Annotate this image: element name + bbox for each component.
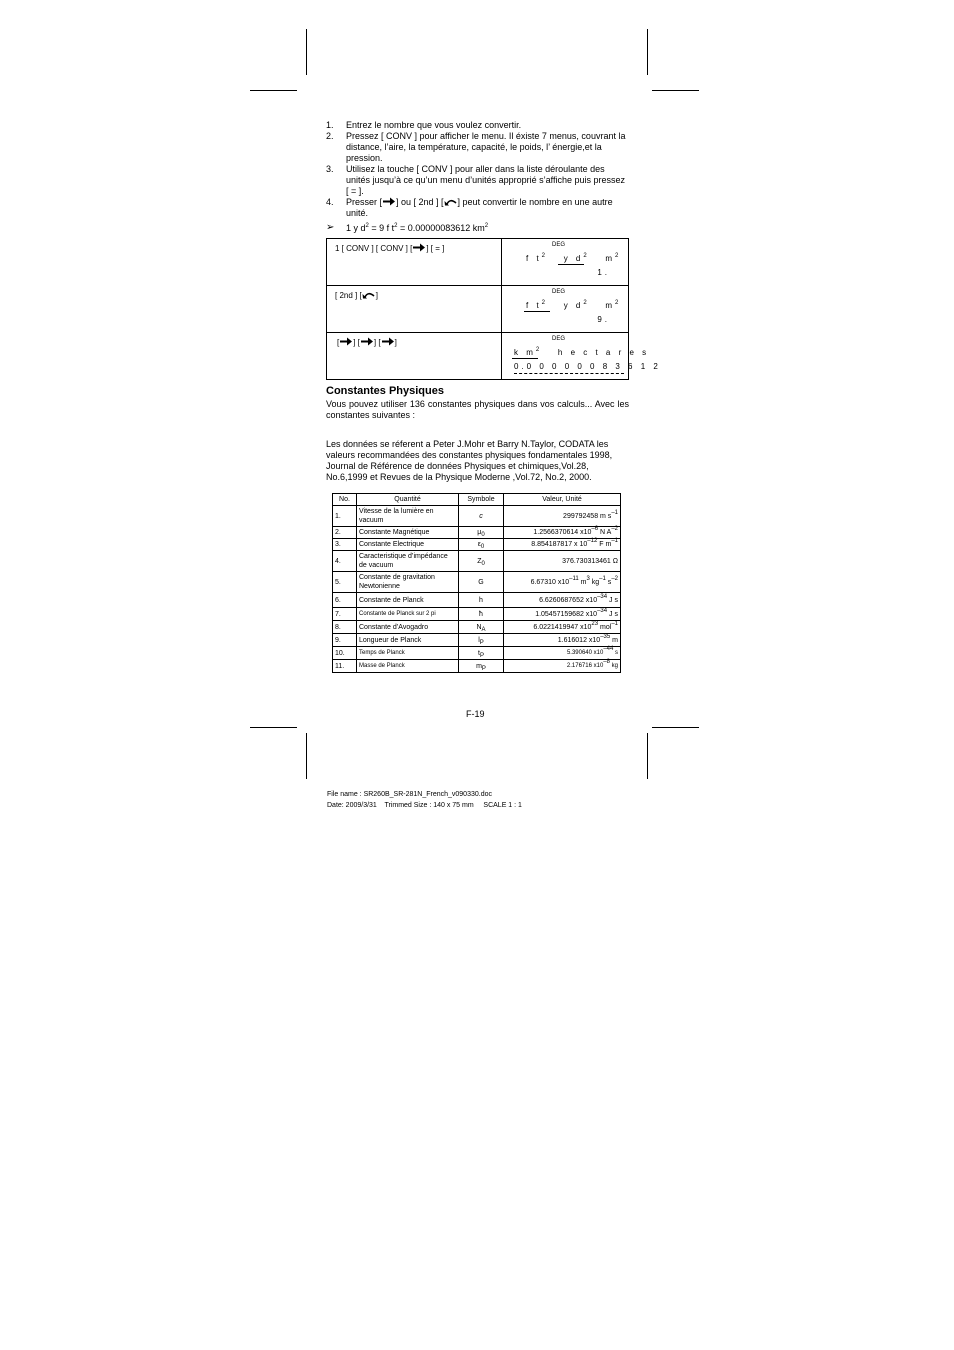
page-number: F-19: [466, 709, 485, 719]
exponent: 2: [583, 253, 590, 259]
cell-text: F m: [597, 541, 612, 548]
column-header: Valeur, Unité: [504, 494, 621, 506]
exponent: –11: [569, 575, 579, 582]
exponent: –6: [591, 526, 599, 532]
exponent: –34: [597, 593, 608, 600]
cell-text: 5.390640 x10: [566, 649, 604, 656]
row-number: [333, 539, 357, 551]
crop-mark: [250, 727, 297, 728]
quantity-cell: [357, 593, 459, 608]
right-arrow-icon: [381, 337, 395, 346]
row-number: [333, 551, 357, 572]
crop-mark: [647, 733, 648, 779]
row-number: [333, 634, 357, 647]
step-item: [326, 197, 629, 219]
right-arrow-icon: [382, 197, 396, 206]
subscript: A: [481, 626, 486, 633]
quantity-cell: [357, 608, 459, 621]
section-title: Constantes Physiques: [326, 385, 444, 397]
symbol-cell: [459, 621, 504, 634]
selection-underline: [524, 311, 550, 312]
subscript: 0: [480, 544, 485, 550]
table-row: [333, 634, 621, 647]
symbol-cell: [459, 593, 504, 608]
exponent: –2: [611, 575, 618, 582]
cell-text: 1.: [335, 512, 341, 520]
subscript: P: [481, 665, 486, 672]
table-row: [333, 608, 621, 621]
cell-text: 7.: [335, 610, 341, 618]
cell-text: μ: [477, 529, 482, 536]
key-text: 1 [ CONV ] [ CONV ] [: [335, 244, 413, 253]
exponent: –1: [611, 620, 618, 627]
crop-mark: [306, 29, 307, 75]
cell-text: s: [613, 649, 618, 656]
cell-text: m: [610, 636, 618, 644]
curved-back-arrow-icon: [444, 197, 458, 206]
unit-label-selected: y d: [563, 254, 584, 263]
key-text: [ 2nd ] [: [335, 291, 362, 300]
lcd-display: [502, 286, 629, 333]
symbol-cell: [459, 608, 504, 621]
column-header: Symbole: [459, 494, 504, 506]
right-arrow-icon: [360, 337, 374, 346]
exponent: –44: [603, 645, 614, 652]
cell-text: N: [476, 623, 482, 631]
table-row: [333, 621, 621, 634]
cell-text: h: [479, 596, 483, 604]
cell-text: 9.: [335, 636, 341, 644]
exponent: 2: [394, 223, 398, 229]
table-row: [327, 239, 629, 286]
curved-back-arrow-icon: [362, 290, 376, 299]
cell-text: s: [605, 578, 612, 586]
unit-menu: [514, 347, 649, 358]
quantity-cell: [357, 539, 459, 551]
quantity-cell: [357, 572, 459, 593]
cell-text: 6.67310 x10: [530, 578, 570, 586]
exponent: –2: [611, 526, 618, 532]
step-item: [326, 120, 629, 131]
subscript: 0: [481, 532, 485, 538]
right-arrow-icon: [412, 243, 426, 252]
cell-text: t: [478, 649, 480, 657]
cell-text: Constante de gravitation Newtonienne: [359, 574, 435, 590]
cell-text: J s: [607, 610, 618, 618]
step-text: Utilisez la touche [ CONV ] pour aller dans la liste déroulante des unités jusqu’à ce qu’un menu d’unités approprié s’affiche puis pressez [ = ].: [346, 164, 626, 196]
column-header: No.: [333, 494, 357, 506]
table-row: [333, 527, 621, 539]
cell-text: Constante Electrique: [359, 541, 424, 548]
table-row: [327, 333, 629, 380]
cell-text: 8.: [335, 623, 341, 631]
cell-text: Constante d’Avogadro: [359, 623, 429, 631]
deg-indicator: DEG: [552, 289, 566, 295]
digit-separator: [514, 373, 624, 374]
cell-text: Constante Magnétique: [359, 529, 430, 536]
unit-label-selected: f t: [526, 301, 542, 310]
step-number: 1.: [326, 120, 334, 130]
source-paragraph: Les données se réferent a Peter J.Mohr et Barry N.Taylor, CODATA les valeurs recommandées des constantes physiques fondamentales 1998, Journal de Référence de données Physiques et chimiques,Vol.28, No.6,1999 et Revues de la Physique Moderne ,Vol.72, No.2, 2000.: [326, 439, 613, 482]
cell-text: 6.0221419947 x10: [533, 623, 592, 631]
cell-text: 6.: [335, 596, 341, 604]
cell-text: 2.: [335, 529, 341, 536]
subscript: P: [479, 652, 484, 659]
quantity-cell: [357, 621, 459, 634]
footer-line: File name : SR260B_SR-281N_French_v090330.doc: [327, 791, 492, 798]
cell-text: mol: [598, 623, 612, 631]
quantity-cell: [357, 527, 459, 539]
key-sequence: [327, 286, 502, 333]
example-text: 1 y d: [346, 223, 366, 233]
key-text: ]: [375, 291, 378, 300]
unit-label: y d: [563, 301, 584, 310]
step-text: ] peut convertir le nombre en une autre unité.: [346, 197, 613, 218]
table-row: [333, 593, 621, 608]
exponent: –8: [603, 658, 610, 665]
key-text: [: [337, 338, 340, 347]
cell-text: Masse de Planck: [359, 662, 405, 669]
exponent: –35: [600, 633, 611, 640]
value-cell: [504, 621, 621, 634]
crop-mark: [250, 90, 297, 91]
table-row: [333, 660, 621, 673]
row-number: [333, 647, 357, 660]
symbol-cell: [459, 572, 504, 593]
exponent: 2: [615, 300, 622, 306]
row-number: [333, 527, 357, 539]
unit-label: h e c t a r e s: [557, 348, 650, 357]
footer-line: Date: 2009/3/31 Trimmed Size : 140 x 75 mm SCALE 1 : 1: [327, 802, 522, 809]
unit-label: f t: [526, 254, 542, 263]
value-cell: [504, 506, 621, 527]
cell-text: 1.05457159682 x10: [535, 610, 598, 618]
unit-label: m: [605, 254, 616, 263]
cell-text: 11.: [335, 662, 345, 670]
table-row: [333, 572, 621, 593]
file-footer: [327, 789, 522, 811]
cell-text: G: [478, 578, 484, 586]
exponent: 2: [541, 253, 549, 259]
exponent: 23: [591, 620, 599, 627]
row-number: [333, 608, 357, 621]
symbol-cell: [459, 634, 504, 647]
table-row: [333, 551, 621, 572]
row-number: [333, 506, 357, 527]
arrow-bullet-icon: ➢: [326, 222, 335, 233]
table-row: [333, 647, 621, 660]
key-text: ] [ = ]: [426, 244, 445, 253]
step-text: ] ou [ 2nd ] [: [396, 197, 444, 207]
cell-text: m: [578, 578, 587, 586]
exponent: 2: [541, 300, 549, 306]
exponent: –34: [597, 607, 608, 614]
key-text: ]: [394, 338, 397, 347]
exponent: –1: [611, 509, 618, 516]
crop-mark: [652, 90, 699, 91]
quantity-cell: [357, 634, 459, 647]
row-number: [333, 593, 357, 608]
value-cell: [504, 551, 621, 572]
step-number: 2.: [326, 131, 334, 141]
right-arrow-icon: [339, 337, 353, 346]
quantity-cell: [357, 506, 459, 527]
exponent: –1: [611, 538, 618, 544]
constants-body: [333, 506, 621, 673]
cell-text: 10.: [335, 649, 345, 657]
step-item: [326, 131, 629, 164]
deg-indicator: DEG: [552, 242, 566, 248]
step-item: [326, 164, 629, 197]
table-header-row: [333, 494, 621, 506]
exponent: 2: [365, 223, 369, 229]
intro-paragraph: Vous pouvez utiliser 136 constantes physiques dans vos calculs... Avec les constantes suivantes :: [326, 399, 629, 420]
display-value: 9.: [597, 315, 610, 324]
example-text: = 0.00000083612 km: [397, 223, 485, 233]
table-row: [333, 539, 621, 551]
cell-text: 1.616012 x10: [557, 636, 601, 644]
page-content: [326, 120, 661, 673]
key-text: ] [: [353, 338, 360, 347]
cell-text: m: [476, 662, 482, 670]
display-value: 1.: [597, 268, 610, 277]
unit-label-selected: k m: [514, 348, 536, 357]
symbol-cell: [459, 539, 504, 551]
value-cell: [504, 660, 621, 673]
table-row: [327, 286, 629, 333]
cell-text: Z: [477, 557, 482, 565]
example-text: = 9 f t: [368, 223, 395, 233]
subscript: 0: [481, 560, 485, 567]
constants-table: [332, 493, 621, 673]
symbol-cell: [459, 551, 504, 572]
key-sequence: [327, 239, 502, 286]
key-text: ] [: [373, 338, 381, 347]
exponent: –1: [599, 575, 606, 582]
quantity-cell: [357, 551, 459, 572]
cell-text: 376.730313461 Ω: [562, 557, 618, 565]
quantity-cell: [357, 660, 459, 673]
selection-underline: [512, 358, 538, 359]
cell-text: J s: [607, 596, 618, 604]
symbol-cell: [459, 647, 504, 660]
row-number: [333, 660, 357, 673]
cell-text: Constante de Planck sur 2 pi: [359, 610, 436, 617]
cell-text: Caracteristique d’impédance de vacuum: [359, 553, 448, 569]
value-cell: [504, 593, 621, 608]
conversion-example: [326, 223, 629, 234]
value-cell: [504, 608, 621, 621]
cell-text: 2.176716 x10: [566, 662, 604, 669]
step-text: Pressez [ CONV ] pour afficher le menu. Il éxiste 7 menus, couvrant la distance, l’aire, la température, capacité, le poids, l’ énergie,et la pression.: [346, 131, 626, 163]
symbol-cell: [459, 527, 504, 539]
step-text: Entrez le nombre que vous voulez convertir.: [346, 120, 522, 130]
cell-text: 1.2566370614 x10: [533, 529, 592, 536]
exponent: –12: [587, 538, 598, 544]
display-value: 0.0 0 0 0 0 0 8 3 6 1 2: [514, 362, 661, 371]
cell-text: 6.6260687652 x10: [539, 596, 598, 604]
cell-text: 4.: [335, 557, 341, 565]
lcd-display: [502, 333, 661, 380]
step-number: 3.: [326, 164, 334, 174]
selection-underline: [558, 264, 584, 265]
cell-text: Longueur de Planck: [359, 636, 422, 644]
value-cell: [504, 527, 621, 539]
cell-text: 5.: [335, 578, 341, 586]
exponent: 2: [484, 223, 489, 229]
symbol-cell: [459, 506, 504, 527]
cell-text: ε: [477, 541, 481, 548]
symbol-cell: [459, 660, 504, 673]
crop-mark: [306, 733, 307, 779]
cell-text: 8.854187817 x 10: [531, 541, 588, 548]
lcd-display: [502, 239, 629, 286]
cell-text: N A: [598, 529, 612, 536]
cell-text: c: [479, 512, 483, 520]
exponent: 3: [586, 575, 590, 582]
step-text: Presser [: [346, 197, 383, 207]
exponent: 2: [535, 347, 543, 353]
cell-text: 299792458 m s: [563, 512, 612, 520]
subscript: P: [479, 639, 484, 646]
cell-text: Temps de Planck: [359, 649, 405, 656]
unit-label: m: [605, 301, 616, 310]
deg-indicator: DEG: [552, 336, 566, 342]
cell-text: l: [478, 636, 480, 644]
value-cell: [504, 539, 621, 551]
row-number: [333, 621, 357, 634]
exponent: 2: [583, 300, 590, 306]
column-header: Quantité: [357, 494, 459, 506]
cell-text: Constante de Planck: [359, 596, 424, 604]
cell-text: kg: [589, 578, 600, 586]
crop-mark: [652, 727, 699, 728]
cell-text: ħ: [479, 610, 483, 618]
exponent: 2: [615, 253, 622, 259]
cell-text: kg: [609, 662, 618, 669]
key-sequence: [327, 333, 502, 380]
cell-text: Vitesse de la lumière en vacuum: [359, 508, 434, 524]
cell-text: 3.: [335, 541, 341, 548]
table-row: [333, 506, 621, 527]
steps-list: [326, 120, 629, 219]
value-cell: [504, 572, 621, 593]
unit-menu: [526, 253, 621, 264]
row-number: [333, 572, 357, 593]
quantity-cell: [357, 647, 459, 660]
crop-mark: [647, 29, 648, 75]
step-number: 4.: [326, 197, 334, 207]
key-sequence-table: [326, 238, 661, 380]
unit-menu: [526, 300, 621, 311]
